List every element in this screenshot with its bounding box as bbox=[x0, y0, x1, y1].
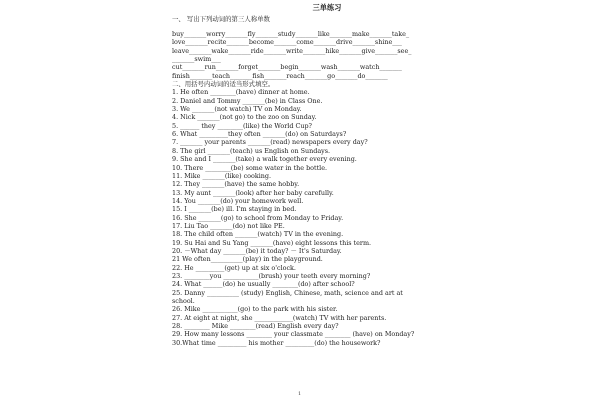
exercise-line: 19. Su Hai and Su Yang _______(have) eight lessons this term. bbox=[172, 238, 372, 247]
exercise-line: 20. －What day _______(be) it today? － It's Saturday. bbox=[172, 246, 342, 255]
exercise-line: 23. ________you ___________(brush) your teeth every morning? bbox=[172, 271, 371, 280]
exercise-line: 14. You _______(do) your homework well. bbox=[172, 196, 304, 205]
exercise-line: 28. ________ Mike ________(read) English every day? bbox=[172, 322, 339, 331]
exercise-line: 12. They _______(have) the same hobby. bbox=[172, 180, 300, 189]
exercise-line: 7. _______ your parents _______(read) newspapers every day? bbox=[172, 138, 368, 147]
worksheet-content bbox=[172, 2, 462, 347]
exercise-line: 11. Mike _______(like) cooking. bbox=[172, 171, 272, 180]
verb-list-line: buy_______worry_______fly_______study_______like_______make_______take_ bbox=[172, 30, 410, 38]
exercise-line: 13. My aunt _______(look) after her baby carefully. bbox=[172, 188, 334, 197]
verb-list-line: _______swim___ bbox=[172, 55, 221, 64]
verb-list-line: cut_______run_______forget_______begin_______wash_______watch_______ bbox=[172, 63, 402, 72]
exercise-line: 30.What time _________ his mother _________(do) the housework? bbox=[172, 338, 381, 347]
exercise-line: 25. Danny __________ (study) English, Chinese, math, science and art at bbox=[172, 288, 403, 297]
verb-list-line: love_______recite_______become_______come_______drive_______shine___ bbox=[172, 38, 402, 47]
exercise-line: 21 We often__________(play) in the playground. bbox=[172, 255, 323, 264]
exercise-line: 8. The girl _______(teach) us English on Sundays. bbox=[172, 146, 331, 155]
exercise-line: 6. What _________they often _______(do) on Saturdays? bbox=[172, 130, 347, 139]
exercise-line: school. bbox=[172, 297, 195, 305]
verb-list-line: leave_______wake_______ride_______write_______hike_______give_______see_ bbox=[172, 46, 412, 55]
exercise-line: 5. ______ they ________(like) the World Cup? bbox=[172, 121, 312, 130]
exercise-line: 24. What ______(do) he usually ________(do) after school? bbox=[172, 280, 355, 289]
verb-list-line: finish_______teach_______fish_______reach_______go_______do_______ bbox=[172, 71, 388, 80]
exercise-line: 1. He often ________(have) dinner at home. bbox=[172, 88, 310, 97]
exercise-line: 27. At eight at night, she ____________(watch) TV with her parents. bbox=[172, 313, 387, 322]
exercise-line: 2. Daniel and Tommy _______(be) in Class One. bbox=[172, 96, 323, 105]
exercise-line: 22. He _________(get) up at six o'clock. bbox=[172, 263, 296, 272]
exercise-line: 9. She and I _______(take) a walk together every evening. bbox=[172, 155, 357, 164]
exercise-line: 16. She _______(go) to school from Monday to Friday. bbox=[172, 213, 344, 222]
exercise-line: 10. There ________(be) some water in the bottle. bbox=[172, 163, 328, 172]
exercise-line: 4. Nick _______(not go) to the zoo on Sunday. bbox=[172, 113, 317, 122]
page-number: 1 bbox=[298, 391, 302, 397]
section1-heading: 一、 写出下列动词的第三人称单数 bbox=[172, 15, 270, 23]
exercise-line: 18. The child often _______(watch) TV in the evening. bbox=[172, 230, 344, 239]
exercise-line: 29. How many lessons ________ your classmate ________ (have) on Monday? bbox=[172, 330, 415, 339]
worksheet-title: 三单练习 bbox=[312, 3, 342, 12]
exercise-line: 3. We _______(not watch) TV on Monday. bbox=[172, 105, 302, 114]
exercise-line: 17. Liu Tao _______(do) not like PE. bbox=[172, 221, 285, 230]
exercise-line: 15. I _______(be) ill. I'm staying in bed. bbox=[172, 205, 297, 214]
section2-heading: 二、用括号内动词的适当形式填空。 bbox=[172, 80, 275, 89]
exercise-line: 26. Mike ___________(go) to the park with his sister. bbox=[172, 305, 338, 314]
